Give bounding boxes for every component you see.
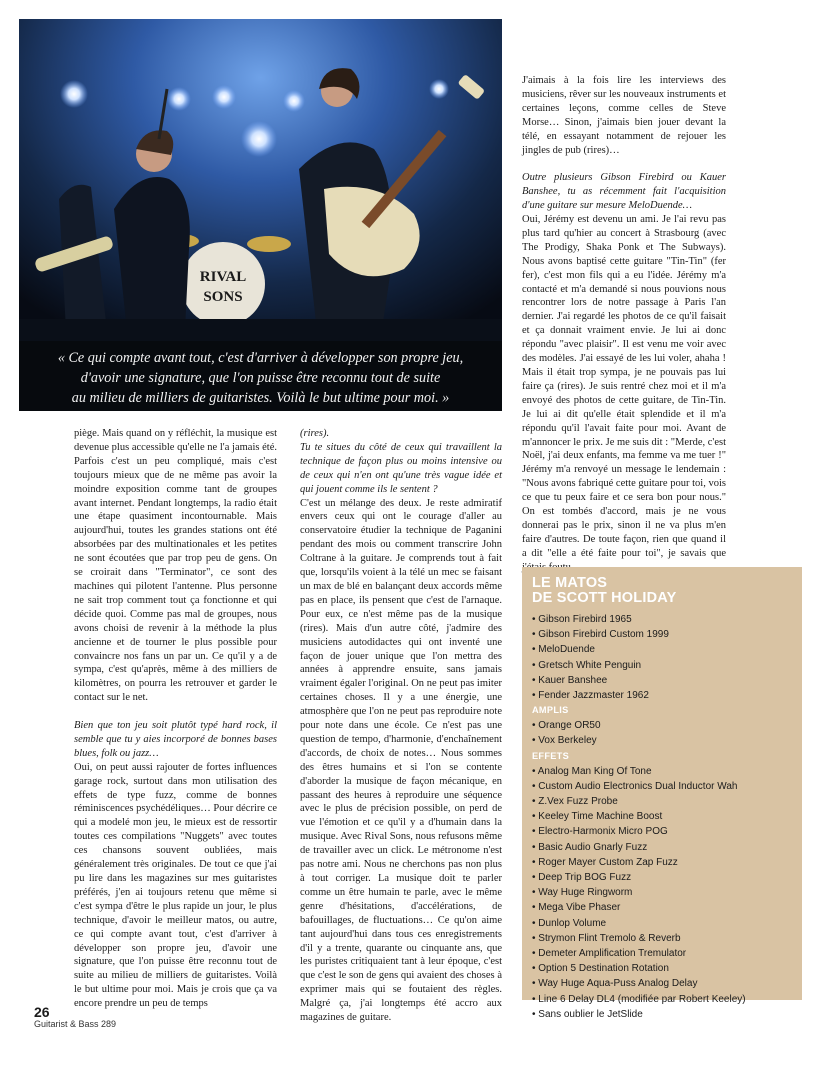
list-item: • Mega Vibe Phaser — [532, 900, 792, 915]
amps-heading: AMPLIS — [532, 705, 569, 716]
list-item: • Gibson Firebird Custom 1999 — [532, 627, 792, 642]
list-item: • Roger Mayer Custom Zap Fuzz — [532, 855, 792, 870]
list-item: • Kauer Banshee — [532, 673, 792, 688]
list-item: • MeloDuende — [532, 642, 792, 657]
sidebar-title-line2: DE SCOTT HOLIDAY — [532, 590, 677, 606]
list-item: • Gretsch White Penguin — [532, 658, 792, 673]
list-item: • Z.Vex Fuzz Probe — [532, 794, 792, 809]
list-item: • Electro-Harmonix Micro POG — [532, 824, 792, 839]
list-item: • Vox Berkeley — [532, 733, 792, 748]
list-item: • Option 5 Destination Rotation — [532, 961, 792, 976]
paragraph: Oui, on peut aussi rajouter de fortes influences garage rock, surtout dans mon utilisation des effets de type fuzz, comme de bonnes réminiscences psychédéliques… Pour décrire ce qui a modelé mon jeu, le mieux est de ressortir toutes ces compilations "Nuggets" avec toutes ces chansons souvent oubliées, mais généralement très originales. De tout ce que j'ai pu lire dans les magazines sur mes guitaristes préférés, j'en ai toujours retenu que même si c'est sympa d'être le plus rapide un jour, le plus technique, d'avoir le meilleur matos, ou autre, ce qui compte avant tout, c'est d'arriver à développer son propre jeu, d'avoir une signature, que l'on puisse être reconnu tout de suite au milieu de milliers de guitaristes. Voilà le but ultime pour moi. Mais je crois que ça va encore prendre un peu de temps — [74, 761, 277, 1010]
list-item: • Way Huge Aqua-Puss Analog Delay — [532, 976, 792, 991]
list-item: • Analog Man King Of Tone — [532, 764, 792, 779]
list-item: • Basic Audio Gnarly Fuzz — [532, 840, 792, 855]
effects-list — [532, 764, 792, 1022]
list-item: • Strymon Flint Tremolo & Reverb — [532, 931, 792, 946]
sidebar-title-line1: LE MATOS — [532, 575, 608, 591]
interview-question: Tu te situes du côté de ceux qui travaillent la technique de façon plus ou moins intensive ou de ceux qui n'en ont qu'une très vague idée et qui jouent comme ils le sentent ? — [300, 441, 502, 495]
page-number: 26 — [34, 1004, 50, 1020]
pull-quote-line3: au milieu de milliers de guitaristes. Voilà le but ultime pour moi. » — [71, 390, 450, 406]
interview-question: Outre plusieurs Gibson Firebird ou Kauer Banshee, tu as récemment fait l'acquisition d'une guitare sur mesure MeloDuende… — [522, 172, 726, 212]
list-item: • Way Huge Ringworm — [532, 885, 792, 900]
list-item: • Deep Trip BOG Fuzz — [532, 870, 792, 885]
article-column-1 — [74, 427, 277, 1025]
magazine-name: Guitarist & Bass 289 — [34, 1019, 117, 1029]
effects-heading: EFFETS — [532, 750, 570, 761]
paragraph: piège. Mais quand on y réfléchit, la musique est devenue plus accessible qu'elle ne l'a jamais été. Parfois c'est un peu compliqué, mais c'est toujours mieux que de ne même pas avoir la moindre exposition comme tant de groupes avant internet. Pendant longtemps, la radio était une étape quasiment incontournable. Mais aujourd'hui, toutes les grandes stations ont été absorbées par des multinationales et les petites ne sont écoutées que par trop peu de gens. On se croirait dans "Terminator", ce sont des machines qui pilotent l'antenne. Plus personne ne sait trop comment tout ça fonctionne et qui décide quoi. Comme pas mal de groupes, nous avons choisi de revenir à la méthode la plus ancienne et de tourner le plus possible pour convaincre nos fans un par un. Ce qu'il y a de sympa, c'est qu'après, même à des milliers de kilomètres, on pourra les retrouver et garder le contact sur le net. — [74, 428, 277, 704]
paragraph-continued: (rires). — [300, 428, 330, 439]
list-item: • Line 6 Delay DL4 (modifiée par Robert Keeley) — [532, 992, 792, 1007]
pull-quote — [19, 341, 502, 411]
pull-quote-line2: d'avoir une signature, que l'on puisse être reconnu tout de suite — [80, 370, 441, 386]
article-column-3 — [522, 74, 726, 589]
sidebar-title — [532, 576, 792, 606]
list-item: • Sans oublier le JetSlide — [532, 1007, 792, 1022]
list-item: • Keeley Time Machine Boost — [532, 809, 792, 824]
interview-question: Bien que ton jeu soit plutôt typé hard rock, il semble que tu y aies incorporé de bonnes bases blues, folk ou jazz… — [74, 720, 277, 759]
concert-photo — [19, 19, 502, 411]
paragraph: Oui, Jérémy est devenu un ami. Je l'ai revu pas plus tard qu'hier au concert à Strasbourg (avec The Prodigy, Shaka Ponk et The Subways). Nous avons baptisé cette guitare "Tin-Tin" (fer fer), c'est mon fils qui a eu l'idée. Jérémy m'a contacté et m'a demandé si nous pouvions nous rencontrer lors de notre passage à Paris l'an dernier. J'ai regardé les photos de ce qu'il faisait et ça donnait vraiment envie. Je lui ai donc répondu "avec plaisir". Il est venu me voir avec des modèles. J'ai essayé de les lui voler, ahaha ! Mais il était trop sympa, je ne pouvais pas lui faire ça (rires). Je suis rentré chez moi et il m'a envoyé des photos de cette guitare, de Tin-Tin. Je lui ai dit qu'elle était splendide et il m'a répondu qu'il l'avait faite pour moi. Avant de m'annoncer le prix. Je me suis dit : "Merde, c'est Noël, j'ai deux enfants, ma femme va me tuer !" Jérémy m'a renvoyé un message le lendemain : "Nous avons fabriqué cette guitare pour toi, vois ce que tu peux faire et ce sera bon pour nous." On est tombés d'accord, mais je ne vous donnerai pas le prix, sinon il ne va plus m'en faire d'autres. De toute façon, rien que quand il a dit "elle a été faite pour toi", je savais que — [522, 214, 726, 559]
gear-sidebar — [522, 567, 802, 1020]
list-item: • Demeter Amplification Tremulator — [532, 946, 792, 961]
guitar-list — [532, 612, 792, 703]
paragraph: J'aimais à la fois lire les interviews des musiciens, rêver sur les nouveaux instruments et certaines leçons, comme celles de Steve Morse… Sinon, j'aimais bien jouer devant la télé, en essayant notamment de rejouer les jingles de pub (rires)… — [522, 75, 726, 156]
list-item: • Gibson Firebird 1965 — [532, 612, 792, 627]
list-item: • Dunlop Volume — [532, 916, 792, 931]
list-item: • Orange OR50 — [532, 718, 792, 733]
amp-list — [532, 718, 792, 748]
page-footer — [34, 1005, 116, 1030]
pull-quote-line1: « Ce qui compte avant tout, c'est d'arriver à développer son propre jeu, — [57, 350, 464, 366]
list-item: • Fender Jazzmaster 1962 — [532, 688, 792, 703]
article-column-2 — [300, 427, 502, 1039]
paragraph: C'est un mélange des deux. Je reste admiratif envers ceux qui ont le courage d'aller au conservatoire étudier la technique de Paganini pendant des mois ou comment transcrire John Coltrane à la guitare. Je comprends tout à fait que, lorsqu'ils voient à la télé un mec se faisant un max de blé en balançant deux accords même pas en place, ils pensent que c'est de l'arnaque. Pour eux, ce n'est même pas de la musique (rires). Mais d'un autre côté, j'admire des musiciens autodidactes qui ont inventé une façon de jouer unique que l'on mettra des années à apprendre ensuite, sans jamais vraiment égaler l'original. On ne peut pas imiter certaines choses. Il y a une énergie, une atmosphère que l'on ne peut pas reproduire note pour note dans une école. Ce n'est pas une question de tempo, d'harmonie, d'enchaînement d'accords, de choix de notes… Nous sommes des êtres humains et si l'on se contente d'aborder la musique de façon mécanique, en passant des heures à reproduire une séquence avec le plus de précision possible, on perd de vue l'émotion et ce qu'il y a d'humain dans la musique. Avec Rival Sons, nous refusons même de travailler avec un click. Le métronome n'est pas notre ami. Nous ne cherchons pas non plus à tout corriger. La musique doit te parler comme un être humain te parle, avec le même genre d'hésitations, d'accélérations, de bafouillages, de fluctuations… Ce qu'on aime tant aujourd'hui dans tous ces enregistrements d'il y a trente, quarante ou cinquante ans, que les puristes critiquaient tant à leur époque, c'est que c'est le son de gens qui avaient des choses à exprimer mais qui se foutaient des règles. Malgré ça, j'ai longtemps été accro aux magazines de guitare. — [300, 497, 502, 1024]
drum-logo-line2: SONS — [203, 289, 243, 305]
list-item: • Custom Audio Electronics Dual Inductor Wah — [532, 779, 792, 794]
drum-logo-line1: RIVAL — [199, 269, 247, 285]
